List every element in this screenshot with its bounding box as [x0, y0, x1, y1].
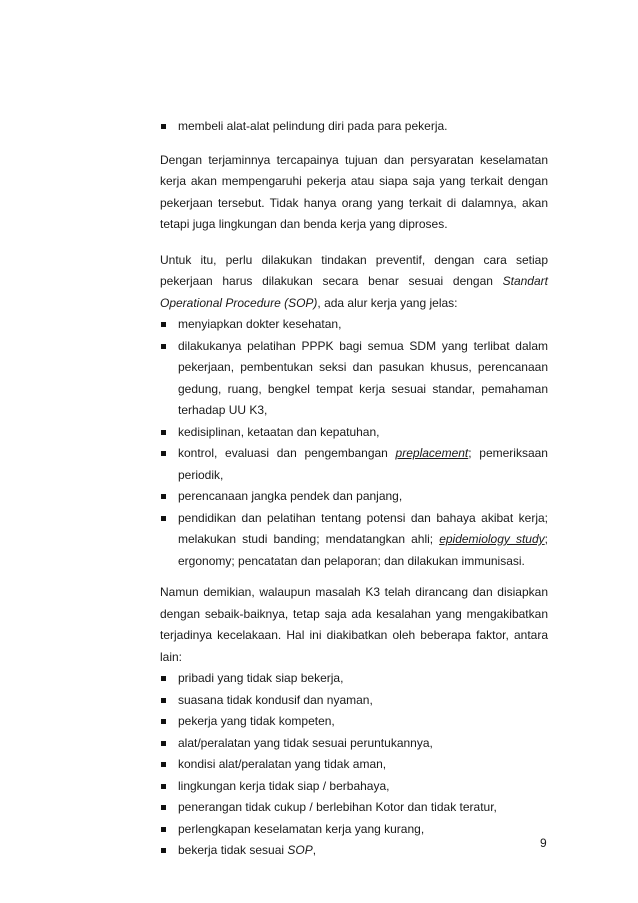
list-item-text: lingkungan kerja tidak siap / berbahaya, — [178, 778, 390, 793]
sop-bullet-list — [160, 314, 548, 572]
list-item-text: ; pemeriksaan periodik, — [178, 446, 548, 482]
top-bullet-list — [160, 116, 548, 138]
paragraph-safety-assurance: Dengan terjaminnya tercapainya tujuan dan persyaratan keselamatan kerja akan mempengaruhi pekerja atau siapa saja yang terkait dengan pekerjaan tersebut. Tidak hanya orang yang terkait di dalamnya, akan tetapi juga lingkungan dan benda kerja yang diproses. — [160, 152, 548, 231]
list-item-text: perencanaan jangka pendek dan panjang, — [178, 489, 403, 503]
page-body — [160, 116, 548, 862]
list-item-text: pendidikan dan pelatihan tentang potensi dan bahaya akibat kerja; melakukan studi banding; mendatangkan ahli; — [178, 510, 548, 546]
list-item — [160, 116, 548, 138]
square-bullet-icon — [161, 430, 166, 435]
square-bullet-icon — [161, 762, 166, 767]
square-bullet-icon — [161, 698, 166, 703]
list-item-text: bekerja tidak sesuai — [178, 843, 288, 857]
list-item-text: menyiapkan dokter kesehatan, — [178, 317, 342, 331]
list-item — [160, 486, 548, 508]
list-item — [160, 668, 548, 690]
square-bullet-icon — [161, 494, 166, 499]
list-item — [160, 797, 548, 819]
square-bullet-icon — [161, 124, 166, 129]
list-item-text: alat/peralatan yang tidak sesuai peruntukannya, — [178, 735, 433, 750]
square-bullet-icon — [161, 719, 166, 724]
square-bullet-icon — [161, 516, 166, 521]
square-bullet-icon — [161, 805, 166, 810]
list-item — [160, 314, 548, 336]
square-bullet-icon — [161, 451, 166, 456]
list-item-text: perlengkapan keselamatan kerja yang kurang, — [178, 821, 425, 836]
paragraph-text: , ada alur kerja yang jelas: — [317, 295, 458, 310]
paragraph-accident-factors: Namun demikian, walaupun masalah K3 telah dirancang dan disiapkan dengan sebaik-baiknya, tetap saja ada kesalahan yang mengakibatkan terjadinya kecelakaan. Hal ini diakibatkan oleh beberapa faktor, antara lain: — [160, 585, 548, 664]
list-item — [160, 711, 548, 733]
list-item-text: pribadi yang tidak siap bekerja, — [178, 671, 344, 685]
list-item-text: , — [312, 843, 317, 857]
square-bullet-icon — [161, 676, 166, 681]
list-item-italic-term: SOP — [287, 843, 313, 857]
list-item-text: kontrol, evaluasi dan pengembangan — [178, 446, 396, 460]
list-item — [160, 443, 548, 486]
square-bullet-icon — [161, 848, 166, 853]
square-bullet-icon — [161, 784, 166, 789]
list-item-text: dilakukanya pelatihan PPPK bagi semua SDM yang terlibat dalam pekerjaan, pembentukan seksi dan pasukan khusus, perencanaan gedung, ruang, bengkel tempat kerja sesuai standar, pemahaman terhadap UU K3, — [178, 338, 548, 417]
list-item — [160, 733, 548, 755]
square-bullet-icon — [161, 322, 166, 327]
list-item-text: pekerja yang tidak kompeten, — [178, 714, 335, 728]
list-item — [160, 776, 548, 798]
list-item-text: kedisiplinan, ketaatan dan kepatuhan, — [178, 424, 380, 439]
list-item — [160, 508, 548, 573]
list-item — [160, 336, 548, 422]
paragraph-text: Untuk itu, perlu dilakukan tindakan preventif, dengan cara setiap pekerjaan harus dilakukan secara benar sesuai dengan — [160, 252, 548, 288]
list-item-text: ; ergonomy; pencatatan dan pelaporan; dan dilakukan immunisasi. — [178, 532, 548, 568]
paragraph-italic-term: Standart Operational Procedure (SOP) — [160, 274, 548, 310]
list-item-italic-term: preplacement — [395, 446, 469, 460]
paragraph-preventive — [160, 250, 548, 315]
list-item — [160, 422, 548, 444]
list-item — [160, 840, 548, 862]
list-item — [160, 754, 548, 776]
square-bullet-icon — [161, 344, 166, 349]
square-bullet-icon — [161, 741, 166, 746]
list-item-text: membeli alat-alat pelindung diri pada para pekerja. — [178, 119, 448, 133]
page-number: 9 — [540, 836, 547, 850]
list-item-text: penerangan tidak cukup / berlebihan Kotor dan tidak teratur, — [178, 800, 497, 814]
square-bullet-icon — [161, 827, 166, 832]
list-item — [160, 819, 548, 841]
list-item-italic-term: epidemiology study — [439, 532, 545, 546]
list-item-text: kondisi alat/peralatan yang tidak aman, — [178, 757, 387, 771]
list-item-text: suasana tidak kondusif dan nyaman, — [178, 692, 373, 707]
factor-bullet-list — [160, 668, 548, 862]
list-item — [160, 690, 548, 712]
